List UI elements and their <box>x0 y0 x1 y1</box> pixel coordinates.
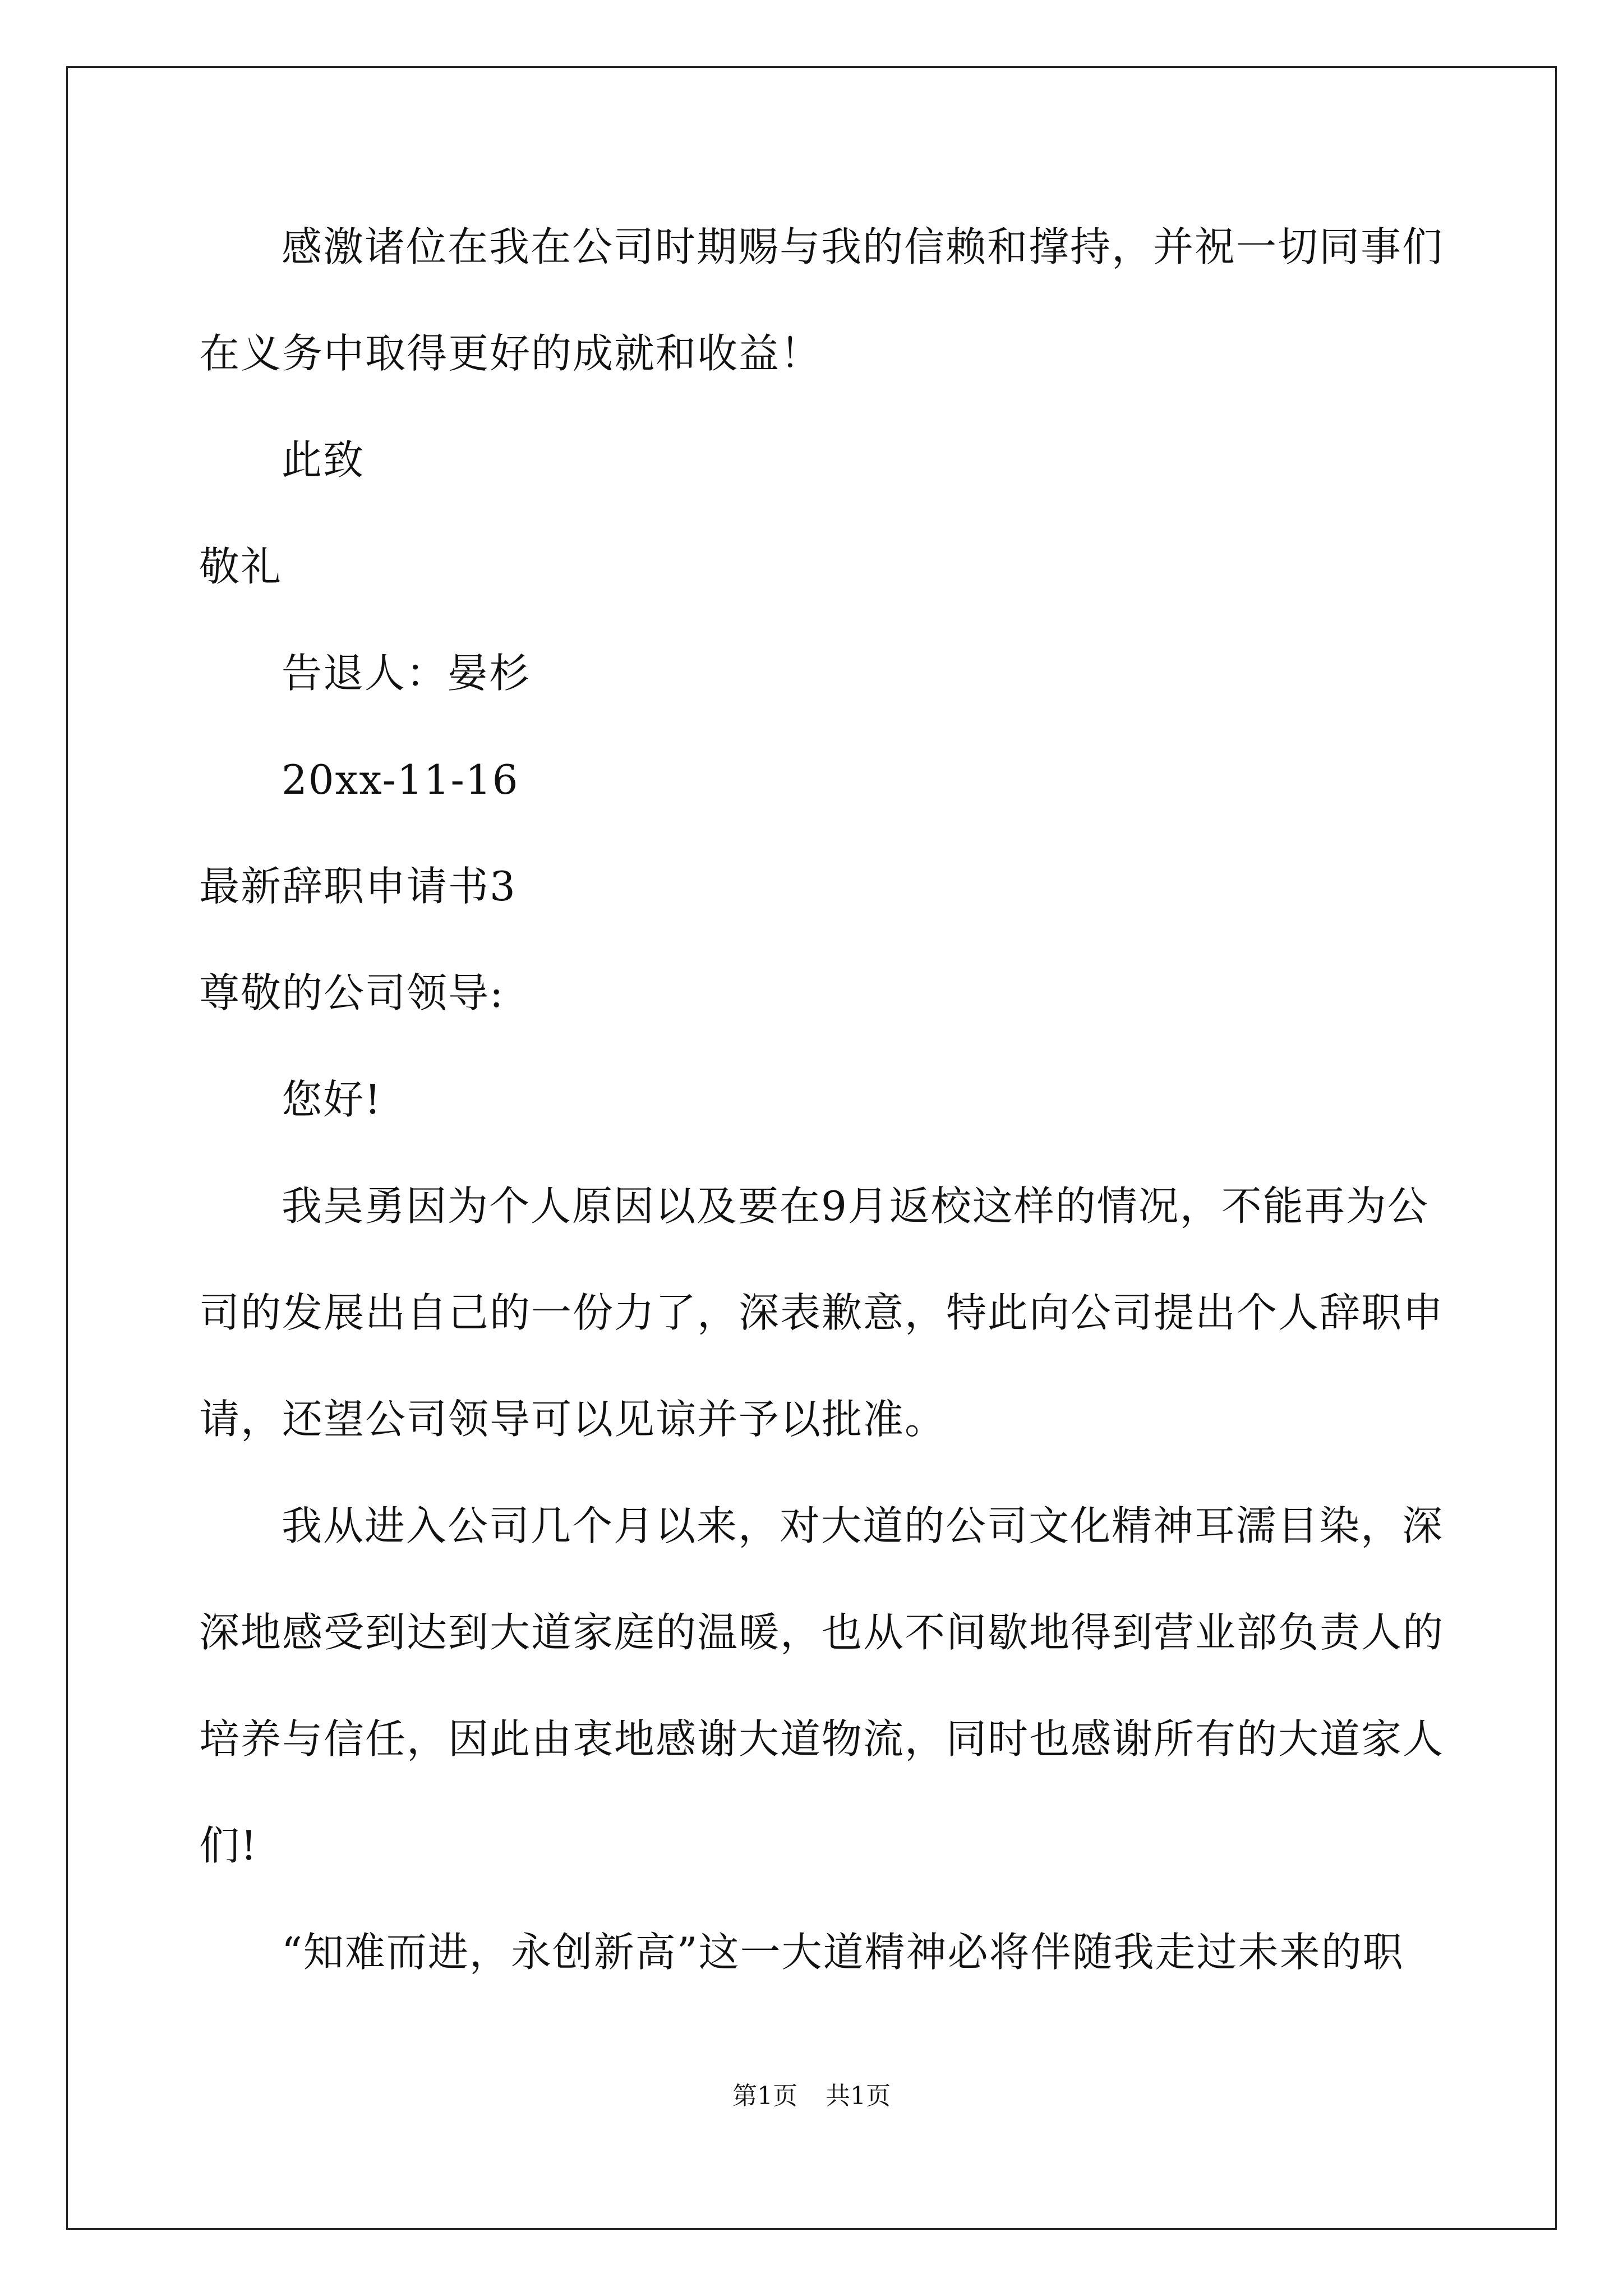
closing-salutation: 此致 <box>282 436 365 484</box>
page-border <box>66 66 1557 2230</box>
closing-regards: 敬礼 <box>199 543 283 590</box>
greeting-recipient: 尊敬的公司领导: <box>199 969 505 1016</box>
page-footer <box>0 2076 1623 2111</box>
paragraph-line-2: 在义务中取得更好的成就和收益！ <box>199 330 822 377</box>
greeting: 您好! <box>282 1076 382 1123</box>
date-line: 20xx-11-16 <box>282 756 519 803</box>
paragraph-line-14: 深地感受到达到大道家庭的温暖，也从不间歇地得到营业部负责人的 <box>199 1609 1445 1656</box>
paragraph-line-12: 请，还望公司领导可以见谅并予以批准。 <box>199 1396 947 1443</box>
paragraph-line-10: 我吴勇因为个人原因以及要在9月返校这样的情况，不能再为公 <box>282 1182 1429 1230</box>
section-title: 最新辞职申请书3 <box>199 863 517 910</box>
paragraph-line-1: 感激诸位在我在公司时期赐与我的信赖和撑持，并祝一切同事们 <box>282 223 1444 270</box>
paragraph-line-16: 们! <box>199 1822 258 1869</box>
paragraph-line-15: 培养与信任，因此由衷地感谢大道物流，同时也感谢所有的大道家人 <box>199 1715 1445 1763</box>
paragraph-line-11: 司的发展出自己的一份力了，深表歉意，特此向公司提出个人辞职申 <box>199 1289 1445 1336</box>
paragraph-line-13: 我从进入公司几个月以来，对大道的公司文化精神耳濡目染，深 <box>282 1502 1444 1549</box>
page-number-total: 共1页 <box>826 2082 891 2110</box>
page-number-current: 第1页 <box>732 2082 797 2110</box>
signature-line: 告退人：晏杉 <box>282 650 531 697</box>
paragraph-line-17: “知难而进，永创新高”这一大道精神必将伴随我走过未来的职 <box>282 1929 1404 1976</box>
